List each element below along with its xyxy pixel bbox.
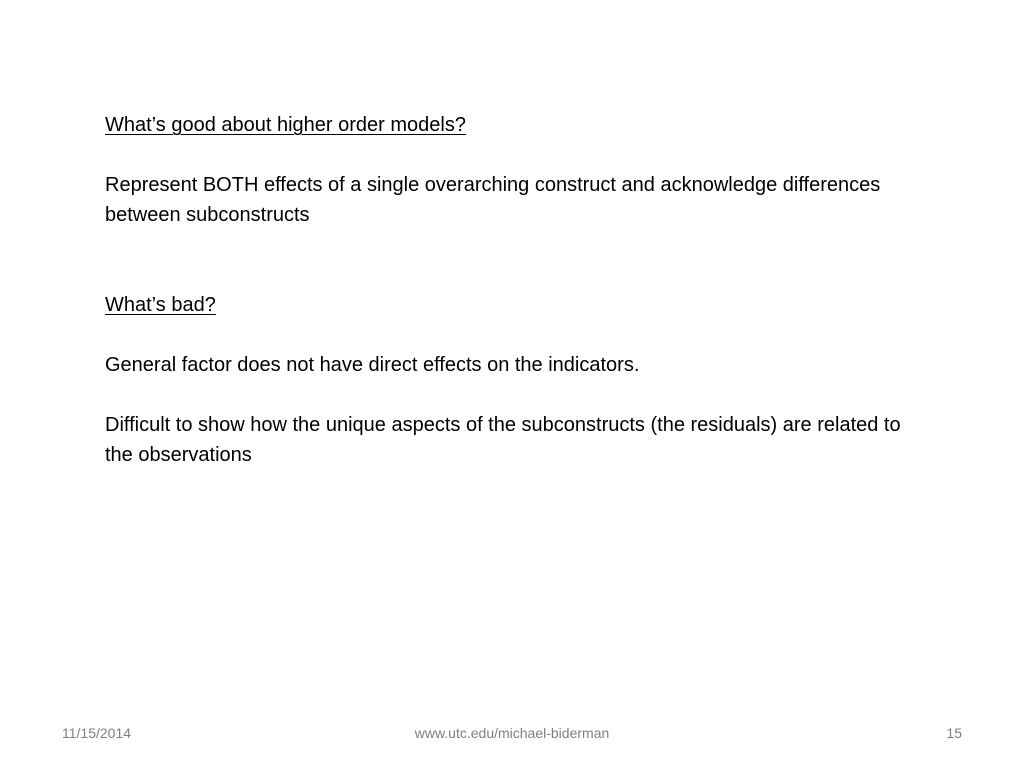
spacer (105, 380, 925, 410)
good-heading: What’s good about higher order models? (105, 114, 466, 136)
bad-heading: What’s bad? (105, 294, 216, 316)
slide-content (105, 110, 925, 470)
bad-text-1: General factor does not have direct effects on the indicators. (105, 354, 640, 376)
footer-date: 11/15/2014 (62, 725, 132, 741)
footer-url: www.utc.edu/michael-biderman (414, 725, 610, 741)
spacer (105, 230, 925, 290)
page-number: 15 (946, 725, 962, 741)
spacer (105, 140, 925, 170)
spacer (105, 320, 925, 350)
good-text: Represent BOTH effects of a single overarching construct and acknowledge differences between subconstructs (105, 174, 881, 226)
bad-text-2: Difficult to show how the unique aspects of the subconstructs (the residuals) are related to the observations (105, 414, 901, 466)
